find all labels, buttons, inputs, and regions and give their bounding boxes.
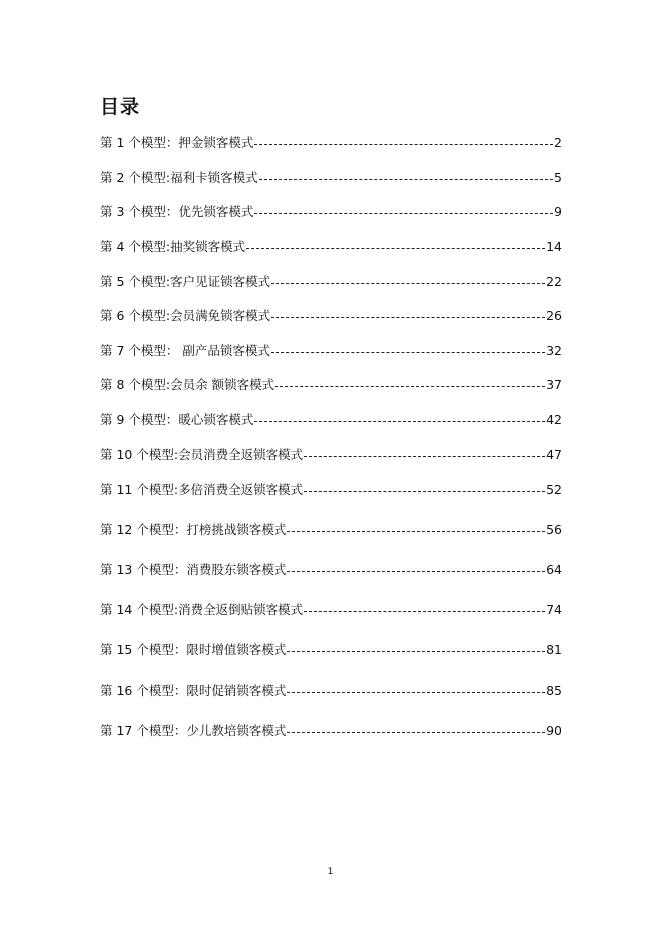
toc-entry-label: 第 1 个模型：押金锁客模式 (100, 135, 254, 150)
dot-leader (275, 376, 545, 394)
toc-entry-page: 14 (546, 239, 562, 254)
toc-entry-label: 第 7 个模型： 副产品锁客模式 (100, 343, 270, 358)
toc-entry-page: 85 (546, 683, 562, 698)
toc-entry-page: 42 (546, 412, 562, 427)
toc-entry-page: 81 (546, 642, 562, 657)
toc-entry-page: 64 (546, 562, 562, 577)
dot-leader (287, 641, 545, 659)
dot-leader (304, 446, 545, 464)
toc-entry-page: 22 (546, 274, 562, 289)
dot-leader (254, 411, 545, 429)
toc-entry[interactable] (100, 169, 562, 187)
toc-entry-label: 第 10 个模型:会员消费全返锁客模式 (100, 447, 304, 462)
toc-entry-page: 90 (546, 723, 562, 738)
toc-entry-label: 第 13 个模型：消费股东锁客模式 (100, 562, 287, 577)
toc-entry[interactable] (100, 722, 562, 740)
toc-entry-label: 第 12 个模型：打榜挑战锁客模式 (100, 522, 287, 537)
toc-entry-label: 第 4 个模型:抽奖锁客模式 (100, 239, 246, 254)
toc-entry-page: 74 (546, 602, 562, 617)
dot-leader (271, 342, 545, 360)
toc-entry[interactable] (100, 307, 562, 325)
dot-leader (254, 134, 553, 152)
toc-entry-label: 第 9 个模型：暖心锁客模式 (100, 412, 254, 427)
dot-leader (246, 238, 545, 256)
dot-leader (287, 682, 545, 700)
toc-entry-label: 第 5 个模型:客户见证锁客模式 (100, 274, 271, 289)
toc-entry-label: 第 3 个模型：优先锁客模式 (100, 204, 254, 219)
toc-entry-label: 第 11 个模型:多倍消费全返锁客模式 (100, 482, 304, 497)
toc-entry-page: 5 (554, 170, 562, 185)
toc-entry-label: 第 14 个模型:消费全返倒贴锁客模式 (100, 602, 304, 617)
page-number: 1 (327, 867, 334, 877)
toc-entry[interactable] (100, 273, 562, 291)
dot-leader (259, 169, 553, 187)
toc-entry[interactable] (100, 411, 562, 429)
dot-leader (271, 273, 545, 291)
dot-leader (254, 203, 553, 221)
dot-leader (287, 521, 545, 539)
toc-entry[interactable] (100, 641, 562, 659)
toc-entry-label: 第 8 个模型:会员余 额锁客模式 (100, 377, 275, 392)
toc-entry-page: 37 (546, 377, 562, 392)
toc-entry[interactable] (100, 682, 562, 700)
toc-entry-label: 第 16 个模型：限时促销锁客模式 (100, 683, 287, 698)
dot-leader (304, 601, 545, 619)
dot-leader (304, 481, 545, 499)
toc-entry-label: 第 2 个模型:福利卡锁客模式 (100, 170, 258, 185)
dot-leader (271, 307, 545, 325)
toc-entry[interactable] (100, 376, 562, 394)
toc-entry[interactable] (100, 601, 562, 619)
toc-entry[interactable] (100, 134, 562, 152)
toc-entry-page: 47 (546, 447, 562, 462)
toc-entry-page: 2 (554, 135, 562, 150)
toc-entry-page: 9 (554, 204, 562, 219)
dot-leader (287, 561, 545, 579)
toc-entry-label: 第 15 个模型：限时增值锁客模式 (100, 642, 287, 657)
toc-entry-page: 56 (546, 522, 562, 537)
dot-leader (287, 722, 545, 740)
toc-entry-page: 26 (546, 308, 562, 323)
toc-entry-page: 52 (546, 482, 562, 497)
toc-entry[interactable] (100, 342, 562, 360)
toc-entry[interactable] (100, 561, 562, 579)
toc-title: 目录 (100, 96, 141, 118)
toc-entry-label: 第 6 个模型:会员满免锁客模式 (100, 308, 271, 323)
toc-entry[interactable] (100, 238, 562, 256)
toc-entry-page: 32 (546, 343, 562, 358)
toc-entry[interactable] (100, 203, 562, 221)
toc-entry[interactable] (100, 521, 562, 539)
toc-entry[interactable] (100, 481, 562, 499)
toc-entry-label: 第 17 个模型：少儿教培锁客模式 (100, 723, 287, 738)
toc-entry[interactable] (100, 446, 562, 464)
